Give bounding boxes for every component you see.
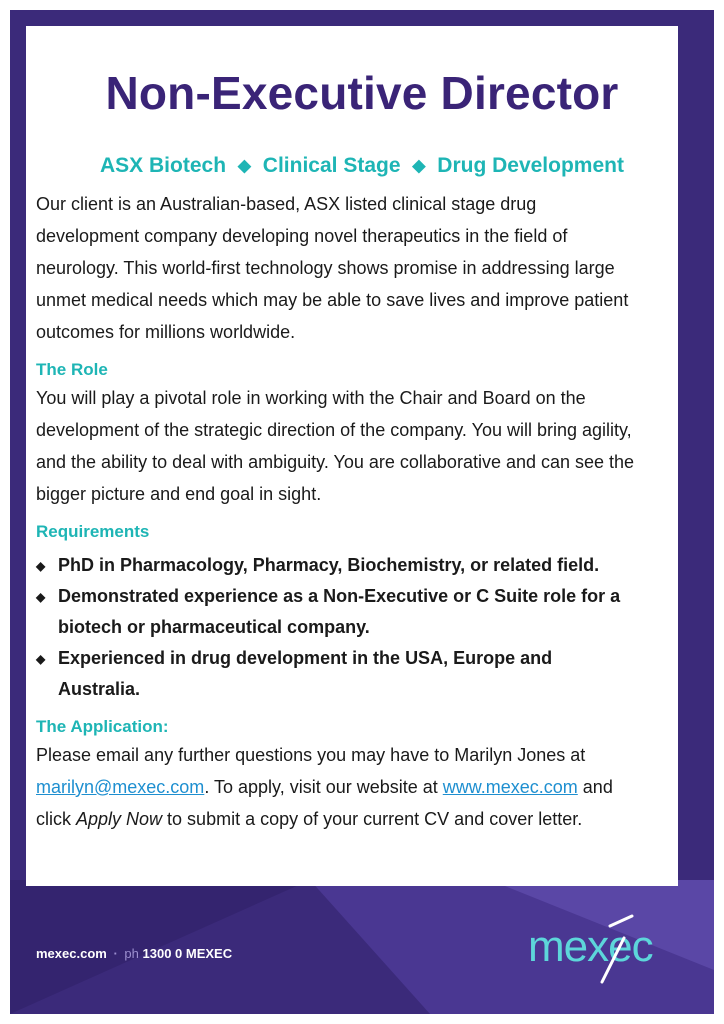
footer-contact xyxy=(36,946,232,961)
diamond-icon: ◆ xyxy=(412,156,426,175)
diamond-bullet-icon: ◆ xyxy=(36,652,46,666)
list-item xyxy=(36,550,636,581)
footer-dot: · xyxy=(113,946,118,961)
tagline-item-asx: ASX Biotech xyxy=(100,154,227,177)
page-title: Non-Executive Director xyxy=(105,67,619,119)
requirements-section xyxy=(36,520,636,705)
requirement-text: PhD in Pharmacology, Pharmacy, Biochemistry, or related field. xyxy=(58,555,600,575)
application-text: Please email any further questions you may have to Marilyn Jones at xyxy=(36,745,586,765)
main-content xyxy=(36,188,636,835)
tagline-item-clinical: Clinical Stage xyxy=(262,154,401,177)
requirements-heading: Requirements xyxy=(36,522,150,541)
application-text: to submit a copy of your current CV and cover letter. xyxy=(162,809,583,829)
apply-now-text: Apply Now xyxy=(76,809,163,829)
role-heading: The Role xyxy=(36,360,108,379)
application-heading: The Application: xyxy=(36,717,169,736)
mexec-logo xyxy=(528,912,698,992)
website-link[interactable]: www.mexec.com xyxy=(442,777,578,797)
role-paragraph: You will play a pivotal role in working with the Chair and Board on the development of the strategic direction of the company. You will bring agility, and the ability to deal with ambiguity. You are collaborative and can see the bigger picture and end goal in sight. xyxy=(36,388,635,504)
tagline-item-drug: Drug Development xyxy=(437,154,624,177)
diamond-icon: ◆ xyxy=(237,156,251,175)
logo-slash-icon xyxy=(528,912,698,992)
application-text: . To apply, visit our website at xyxy=(204,777,443,797)
application-section xyxy=(36,715,636,835)
requirement-text: Demonstrated experience as a Non-Executive or C Suite role for a biotech or pharmaceutical company. xyxy=(58,586,621,637)
footer-site: mexec.com xyxy=(36,946,107,961)
tagline xyxy=(0,154,724,178)
application-paragraph xyxy=(36,739,636,835)
requirement-text: Experienced in drug development in the USA, Europe and Australia. xyxy=(58,648,553,699)
list-item xyxy=(36,581,636,643)
application-text: and click xyxy=(36,777,613,829)
logo-text: mexec xyxy=(528,922,653,971)
list-item xyxy=(36,643,636,705)
diamond-bullet-icon: ◆ xyxy=(36,590,46,604)
footer-ph-label: ph xyxy=(124,946,139,961)
requirements-list xyxy=(36,550,636,705)
email-link[interactable]: marilyn@mexec.com xyxy=(36,777,205,797)
role-section xyxy=(36,358,636,510)
diamond-bullet-icon: ◆ xyxy=(36,559,46,573)
footer-phone: 1300 0 MEXEC xyxy=(142,946,233,961)
intro-paragraph: Our client is an Australian-based, ASX listed clinical stage drug development company developing novel therapeutics in the field of neurology. This world-first technology shows promise in addressing large unmet medical needs which may be able to save lives and improve patient outcomes for millions worldwide. xyxy=(36,194,629,342)
